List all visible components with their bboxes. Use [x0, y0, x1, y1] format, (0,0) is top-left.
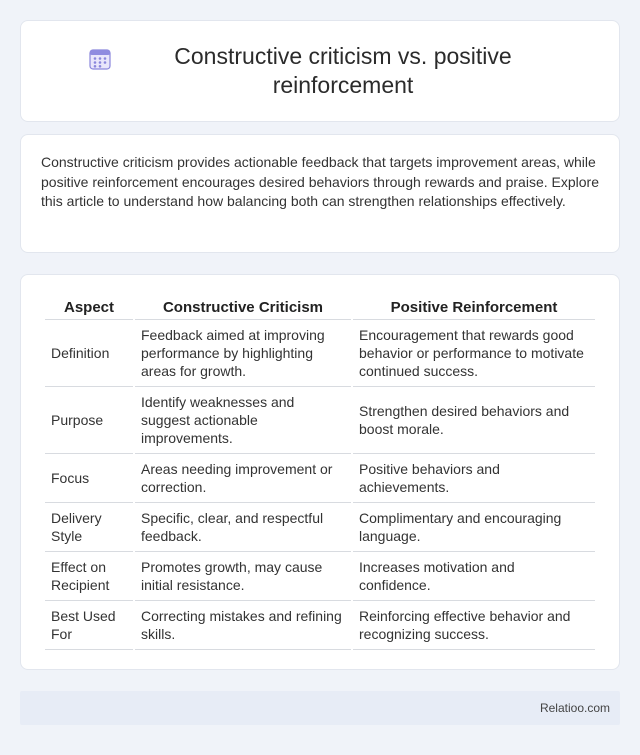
table-row — [45, 387, 595, 454]
footer-bar — [20, 691, 620, 725]
positive-reinforcement-cell: Strengthen desired behaviors and boost morale. — [353, 387, 595, 454]
table-row — [45, 503, 595, 552]
row-aspect-cell: Effect on Recipient — [45, 552, 133, 601]
table-header-row — [45, 295, 595, 320]
constructive-criticism-cell: Feedback aimed at improving performance by highlighting areas for growth. — [135, 320, 351, 387]
intro-text: Constructive criticism provides actionable feedback that targets improvement areas, while positive reinforcement encourages desired behaviors through rewards and praise. Explore this article to understand how balancing both can strengthen relationships effectively. — [41, 154, 599, 209]
table-row — [45, 454, 595, 503]
row-aspect-cell: Best Used For — [45, 601, 133, 650]
positive-reinforcement-cell: Encouragement that rewards good behavior or performance to motivate continued success. — [353, 320, 595, 387]
calendar-icon — [87, 46, 113, 72]
column-header-positive-reinforcement: Positive Reinforcement — [353, 295, 595, 320]
constructive-criticism-cell: Correcting mistakes and refining skills. — [135, 601, 351, 650]
table-row — [45, 552, 595, 601]
column-header-constructive-criticism: Constructive Criticism — [135, 295, 351, 320]
page-title: Constructive criticism vs. positive reinforcement — [174, 43, 512, 98]
footer-brand: Relatioo.com — [539, 701, 610, 715]
constructive-criticism-cell: Areas needing improvement or correction. — [135, 454, 351, 503]
constructive-criticism-cell: Specific, clear, and respectful feedback. — [135, 503, 351, 552]
comparison-table — [43, 295, 597, 650]
positive-reinforcement-cell: Complimentary and encouraging language. — [353, 503, 595, 552]
comparison-table-card — [20, 274, 620, 670]
positive-reinforcement-cell: Reinforcing effective behavior and recognizing success. — [353, 601, 595, 650]
title-card — [20, 20, 620, 122]
constructive-criticism-cell: Identify weaknesses and suggest actionable improvements. — [135, 387, 351, 454]
table-row — [45, 320, 595, 387]
positive-reinforcement-cell: Positive behaviors and achievements. — [353, 454, 595, 503]
positive-reinforcement-cell: Increases motivation and confidence. — [353, 552, 595, 601]
row-aspect-cell: Delivery Style — [45, 503, 133, 552]
table-row — [45, 601, 595, 650]
row-aspect-cell: Purpose — [45, 387, 133, 454]
column-header-aspect: Aspect — [45, 295, 133, 320]
title-wrap — [87, 42, 553, 100]
row-aspect-cell: Definition — [45, 320, 133, 387]
intro-card — [20, 134, 620, 253]
row-aspect-cell: Focus — [45, 454, 133, 503]
constructive-criticism-cell: Promotes growth, may cause initial resistance. — [135, 552, 351, 601]
